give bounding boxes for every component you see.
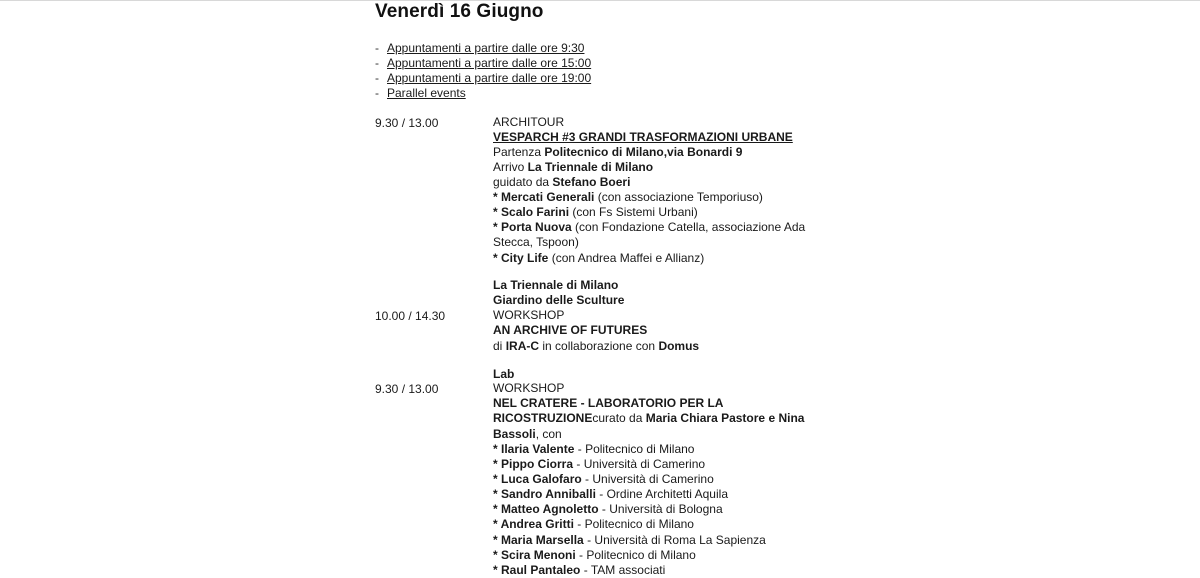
bullet-star: *	[493, 487, 502, 501]
curators-continued: Bassoli	[493, 427, 536, 441]
list-dash: -	[375, 41, 379, 55]
stop-note: (con Fs Sistemi Urbani)	[569, 205, 698, 219]
by-name: IRA-C	[505, 339, 540, 353]
participant	[493, 563, 665, 578]
event-category: WORKSHOP	[493, 308, 565, 322]
stop-note: (con associazione Temporiuso)	[594, 190, 763, 204]
participant	[493, 548, 696, 563]
list-dash: -	[375, 56, 379, 70]
link-from-0930[interactable]: Appuntamenti a partire dalle ore 9:30	[387, 41, 585, 55]
event-title: VESPARCH #3 GRANDI TRASFORMAZIONI URBANE	[493, 130, 793, 144]
bullet-star: *	[493, 220, 502, 234]
participant	[493, 457, 705, 472]
bullet-star: *	[493, 442, 502, 456]
event-title: AN ARCHIVE OF FUTURES	[493, 323, 648, 337]
bullet-star: *	[493, 548, 502, 562]
link-parallel-events[interactable]: Parallel events	[387, 86, 466, 100]
bullet-star: *	[493, 517, 501, 531]
event-departure	[493, 145, 742, 160]
quick-link-item	[375, 56, 591, 71]
list-dash: -	[375, 71, 379, 85]
bullet-star: *	[493, 502, 502, 516]
event-category: WORKSHOP	[493, 381, 565, 395]
link-from-1500[interactable]: Appuntamenti a partire dalle ore 15:00	[387, 56, 592, 70]
participant	[493, 502, 723, 517]
participant-affiliation: - Politecnico di Milano	[574, 442, 695, 456]
curated-prefix: curato da	[592, 411, 646, 425]
participant-affiliation: - Politecnico di Milano	[573, 517, 694, 531]
arrival-place: La Triennale di Milano	[527, 160, 654, 174]
event-time: 9.30 / 13.00	[375, 116, 439, 130]
participant-name: Sandro Anniballi	[501, 487, 596, 501]
stop-name: Scalo Farini	[501, 205, 570, 219]
event-title-line1: NEL CRATERE - LABORATORIO PER LA	[493, 396, 724, 410]
departure-prefix: Partenza	[493, 145, 545, 159]
event-venue: Lab	[493, 367, 515, 381]
top-divider	[0, 0, 1200, 1]
departure-place: Politecnico di Milano,via Bonardi 9	[544, 145, 743, 159]
bullet-star: *	[493, 251, 502, 265]
event-time: 9.30 / 13.00	[375, 382, 439, 396]
bullet-star: *	[493, 457, 502, 471]
participant-name: Pippo Ciorra	[501, 457, 574, 471]
stop-note: (con Andrea Maffei e Allianz)	[548, 251, 705, 265]
page-title: Venerdì 16 Giugno	[375, 1, 544, 22]
participant	[493, 517, 694, 532]
bullet-star: *	[493, 472, 502, 486]
participant-affiliation: - Ordine Architetti Aquila	[595, 487, 728, 501]
participant	[493, 487, 728, 502]
participant-name: Matteo Agnoletto	[501, 502, 599, 516]
event-venue: La Triennale di Milano	[493, 278, 619, 292]
event-time: 10.00 / 14.30	[375, 309, 446, 323]
participant-name: Luca Galofaro	[501, 472, 582, 486]
stop-note: Stecca, Tspoon)	[493, 235, 579, 249]
participant-affiliation: - Università di Camerino	[581, 472, 714, 486]
participant	[493, 533, 766, 548]
tour-stop	[493, 205, 698, 220]
bullet-star: *	[493, 190, 502, 204]
quick-link-item	[375, 86, 591, 101]
tour-stop-continued	[493, 235, 579, 250]
with-suffix: , con	[535, 427, 562, 441]
curators: Maria Chiara Pastore e Nina	[645, 411, 805, 425]
participant-name: Raul Pantaleo	[501, 563, 581, 577]
participant-affiliation: - Università di Bologna	[598, 502, 723, 516]
quick-links-list	[375, 41, 591, 101]
bullet-star: *	[493, 533, 502, 547]
guide-name: Stefano Boeri	[552, 175, 631, 189]
tour-stop	[493, 220, 805, 235]
event-title-line2	[493, 411, 804, 426]
event-category: ARCHITOUR	[493, 115, 565, 129]
link-from-1900[interactable]: Appuntamenti a partire dalle ore 19:00	[387, 71, 592, 85]
participant	[493, 472, 714, 487]
participant-name: Scira Menoni	[501, 548, 576, 562]
event-location: Giardino delle Sculture	[493, 293, 625, 307]
participant-affiliation: - Università di Roma La Sapienza	[583, 533, 766, 547]
participant-affiliation: - Università di Camerino	[573, 457, 706, 471]
stop-name: City Life	[501, 251, 549, 265]
participant-affiliation: - TAM associati	[580, 563, 666, 577]
participant-name: Andrea Gritti	[500, 517, 574, 531]
participant-affiliation: - Politecnico di Milano	[575, 548, 696, 562]
event-credits	[493, 339, 699, 354]
guide-prefix: guidato da	[493, 175, 553, 189]
participant	[493, 442, 694, 457]
stop-note: (con Fondazione Catella, associazione Ada	[571, 220, 806, 234]
tour-stop	[493, 190, 763, 205]
bullet-star: *	[493, 205, 502, 219]
participant-name: Ilaria Valente	[501, 442, 575, 456]
bullet-star: *	[493, 563, 502, 577]
title-continuation: RICOSTRUZIONE	[493, 411, 593, 425]
quick-link-item	[375, 41, 591, 56]
participant-name: Maria Marsella	[501, 533, 584, 547]
quick-link-item	[375, 71, 591, 86]
event-arrival	[493, 160, 653, 175]
list-dash: -	[375, 86, 379, 100]
by-prefix: di	[493, 339, 506, 353]
event-guide	[493, 175, 630, 190]
stop-name: Mercati Generali	[501, 190, 595, 204]
stop-name: Porta Nuova	[501, 220, 572, 234]
arrival-prefix: Arrivo	[493, 160, 528, 174]
collab-name: Domus	[658, 339, 700, 353]
tour-stop	[493, 251, 704, 266]
event-curators-line2	[493, 427, 562, 442]
collab-prefix: in collaborazione con	[539, 339, 659, 353]
